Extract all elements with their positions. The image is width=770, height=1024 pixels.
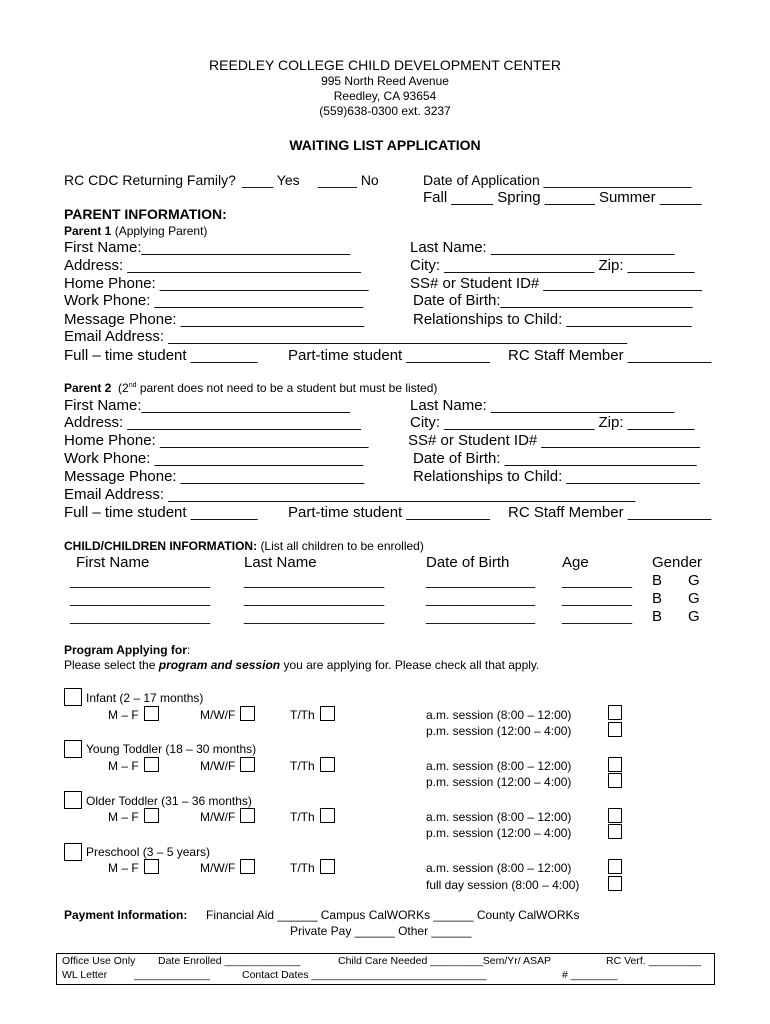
p2-home-phone-field[interactable]: Home Phone: _________________________ [64,432,369,449]
young-toddler-am-checkbox[interactable] [608,757,622,772]
p1-home-phone-field[interactable]: Home Phone: _________________________ [64,275,369,292]
infant-pm-checkbox[interactable] [608,722,622,737]
program-instr-b: program and session [158,658,281,672]
col-gender: Gender [652,554,703,571]
preschool-mwf-checkbox[interactable] [240,859,255,874]
child2-gender-boy[interactable]: B [652,590,663,607]
older-toddler-tth-label: T/Th [290,810,315,824]
p1-city-zip-field[interactable]: City: __________________ Zip: ________ [410,257,695,274]
older-toddler-mf-label: M – F [108,810,139,824]
program-instr-a: Please select the [64,658,159,672]
date-of-application-field[interactable]: Date of Application ___________________ [423,172,692,188]
term-fields[interactable]: Fall _____ Spring ______ Summer _____ [423,189,702,206]
children-heading-label: CHILD/CHILDREN INFORMATION: [64,539,258,553]
child3-gender-boy[interactable]: B [652,608,663,625]
parent2-label: Parent 2 [64,381,112,395]
young-toddler-mf-label: M – F [108,759,139,773]
preschool-mf-checkbox[interactable] [144,859,159,874]
preschool-am-checkbox[interactable] [608,859,622,874]
child2-dob-field[interactable]: ______________ [426,590,536,606]
child3-age-field[interactable]: _________ [562,608,633,624]
infant-tth-checkbox[interactable] [320,706,335,721]
parent1-label: Parent 1 [64,224,112,238]
preschool-mf-label: M – F [108,861,139,875]
infant-mf-label: M – F [108,708,139,722]
p1-address-field[interactable]: Address: ____________________________ [64,257,361,274]
young-toddler-tth-checkbox[interactable] [320,757,335,772]
older-toddler-label: Older Toddler (31 – 36 months) [86,794,252,808]
preschool-mwf-label: M/W/F [200,861,236,875]
preschool-am-label: a.m. session (8:00 – 12:00) [426,861,572,875]
parent1-note: (Applying Parent) [114,224,208,238]
program-heading-colon: : [186,643,191,657]
young-toddler-label: Young Toddler (18 – 30 months) [86,742,257,756]
p2-email-field[interactable]: Email Address: ________________________________________________________ [64,486,636,503]
col-first-name: First Name [76,554,150,571]
p2-message-phone-field[interactable]: Message Phone: ______________________ [64,468,365,485]
p2-part-time-field[interactable]: Part-time student __________ [288,504,490,521]
payment-options-line2[interactable]: Private Pay ______ Other ______ [290,924,472,938]
child-care-needed-field: Child Care Needed _________Sem/Yr/ ASAP [338,955,552,967]
p2-full-time-field[interactable]: Full – time student ________ [64,504,258,521]
young-toddler-tth-label: T/Th [290,759,315,773]
program-instructions [64,658,539,672]
older-toddler-tth-checkbox[interactable] [320,808,335,823]
preschool-tth-label: T/Th [290,861,315,875]
p1-message-phone-field[interactable]: Message Phone: ______________________ [64,311,365,328]
young-toddler-pm-label: p.m. session (12:00 – 4:00) [426,775,572,789]
child2-last-name-field[interactable]: __________________ [244,590,385,606]
parent2-note-sup: nd [128,382,137,389]
date-enrolled-field: Date Enrolled _____________ [158,955,301,967]
preschool-full-day-label: full day session (8:00 – 4:00) [426,878,580,892]
p2-ssn-field[interactable]: SS# or Student ID# ___________________ [408,432,700,449]
older-toddler-mwf-checkbox[interactable] [240,808,255,823]
p2-dob-field[interactable]: Date of Birth: _______________________ [413,450,697,467]
young-toddler-pm-checkbox[interactable] [608,773,622,788]
wl-letter-label: WL Letter [62,969,108,981]
child1-first-name-field[interactable]: __________________ [70,572,211,588]
older-toddler-checkbox[interactable] [64,791,82,809]
contact-dates-field: Contact Dates ______________________________ [242,969,487,981]
children-heading [64,539,424,553]
returning-yes-field[interactable]: ____ Yes [242,172,300,188]
parent2-note-b: parent does not need to be a student but must be listed) [136,381,438,395]
child2-gender-girl[interactable]: G [688,590,700,607]
office-number-field: # ________ [562,969,618,981]
preschool-checkbox[interactable] [64,843,82,861]
p1-ssn-field[interactable]: SS# or Student ID# ___________________ [410,275,702,292]
wl-letter-field: _____________ [134,969,210,981]
center-phone: (559)638-0300 ext. 3237 [319,104,451,118]
p2-address-field[interactable]: Address: ____________________________ [64,414,361,431]
p1-first-name-field[interactable]: First Name:_________________________ [64,239,351,256]
preschool-full-day-checkbox[interactable] [608,876,622,891]
preschool-tth-checkbox[interactable] [320,859,335,874]
infant-am-checkbox[interactable] [608,705,622,720]
col-date-of-birth: Date of Birth [426,554,510,571]
young-toddler-mf-checkbox[interactable] [144,757,159,772]
infant-mwf-label: M/W/F [200,708,236,722]
child1-gender-girl[interactable]: G [688,572,700,589]
program-heading-label: Program Applying for [64,643,187,657]
infant-label: Infant (2 – 17 months) [86,691,204,705]
p1-rc-staff-field[interactable]: RC Staff Member __________ [508,347,712,364]
payment-label: Payment Information: [64,908,188,922]
parent-info-heading: PARENT INFORMATION: [64,206,227,222]
parent2-heading [64,381,437,395]
child1-last-name-field[interactable]: __________________ [244,572,385,588]
infant-mwf-checkbox[interactable] [240,706,255,721]
older-toddler-mwf-label: M/W/F [200,810,236,824]
infant-am-label: a.m. session (8:00 – 12:00) [426,708,572,722]
center-address-line2: Reedley, CA 93654 [333,89,437,103]
p2-last-name-field[interactable]: Last Name: ______________________ [410,397,675,414]
p2-work-phone-field[interactable]: Work Phone: _________________________ [64,450,364,467]
p2-rc-staff-field[interactable]: RC Staff Member __________ [508,504,712,521]
older-toddler-pm-label: p.m. session (12:00 – 4:00) [426,826,572,840]
child1-gender-boy[interactable]: B [652,572,663,589]
older-toddler-am-checkbox[interactable] [608,808,622,823]
payment-options-line1[interactable]: Financial Aid ______ Campus CalWORKs ______ County CalWORKs [206,908,580,922]
col-age: Age [562,554,589,571]
infant-mf-checkbox[interactable] [144,706,159,721]
program-heading [64,643,190,657]
child1-age-field[interactable]: _________ [562,572,633,588]
program-instr-c: you are applying for. Please check all that apply. [280,658,540,672]
preschool-label: Preschool (3 – 5 years) [86,845,211,859]
child2-age-field[interactable]: _________ [562,590,633,606]
child2-first-name-field[interactable]: __________________ [70,590,211,606]
center-address-line1: 995 North Reed Avenue [321,74,449,88]
center-title: REEDLEY COLLEGE CHILD DEVELOPMENT CENTER [209,57,561,73]
child1-dob-field[interactable]: ______________ [426,572,536,588]
form-title: WAITING LIST APPLICATION [289,137,481,153]
returning-no-field[interactable]: _____ No [318,172,379,188]
parent2-note-a: (2 [118,381,129,395]
older-toddler-am-label: a.m. session (8:00 – 12:00) [426,810,572,824]
young-toddler-mwf-label: M/W/F [200,759,236,773]
office-use-only-label: Office Use Only [62,955,136,967]
older-toddler-pm-checkbox[interactable] [608,824,622,839]
child3-dob-field[interactable]: ______________ [426,608,536,624]
parent1-heading [64,224,207,238]
p2-city-zip-field[interactable]: City: __________________ Zip: ________ [410,414,695,431]
p1-dob-field[interactable]: Date of Birth:_______________________ [413,292,693,309]
col-last-name: Last Name [244,554,317,571]
children-heading-note: (List all children to be enrolled) [260,539,424,553]
p1-relationship-field[interactable]: Relationships to Child: _______________ [413,311,692,328]
child3-last-name-field[interactable]: __________________ [244,608,385,624]
child3-gender-girl[interactable]: G [688,608,700,625]
p2-relationship-field[interactable]: Relationships to Child: ________________ [413,468,700,485]
p1-part-time-field[interactable]: Part-time student __________ [288,347,490,364]
infant-tth-label: T/Th [290,708,315,722]
young-toddler-checkbox[interactable] [64,740,82,758]
older-toddler-mf-checkbox[interactable] [144,808,159,823]
child3-first-name-field[interactable]: __________________ [70,608,211,624]
rc-verf-field: RC Verf. _________ [606,955,702,967]
young-toddler-mwf-checkbox[interactable] [240,757,255,772]
p1-work-phone-field[interactable]: Work Phone: _________________________ [64,292,364,309]
p1-email-field[interactable]: Email Address: _______________________________________________________ [64,328,628,345]
returning-family-label: RC CDC Returning Family? [64,172,236,188]
p2-first-name-field[interactable]: First Name:_________________________ [64,397,351,414]
young-toddler-am-label: a.m. session (8:00 – 12:00) [426,759,572,773]
p1-full-time-field[interactable]: Full – time student ________ [64,347,258,364]
infant-checkbox[interactable] [64,688,82,706]
infant-pm-label: p.m. session (12:00 – 4:00) [426,724,572,738]
p1-last-name-field[interactable]: Last Name: ______________________ [410,239,675,256]
